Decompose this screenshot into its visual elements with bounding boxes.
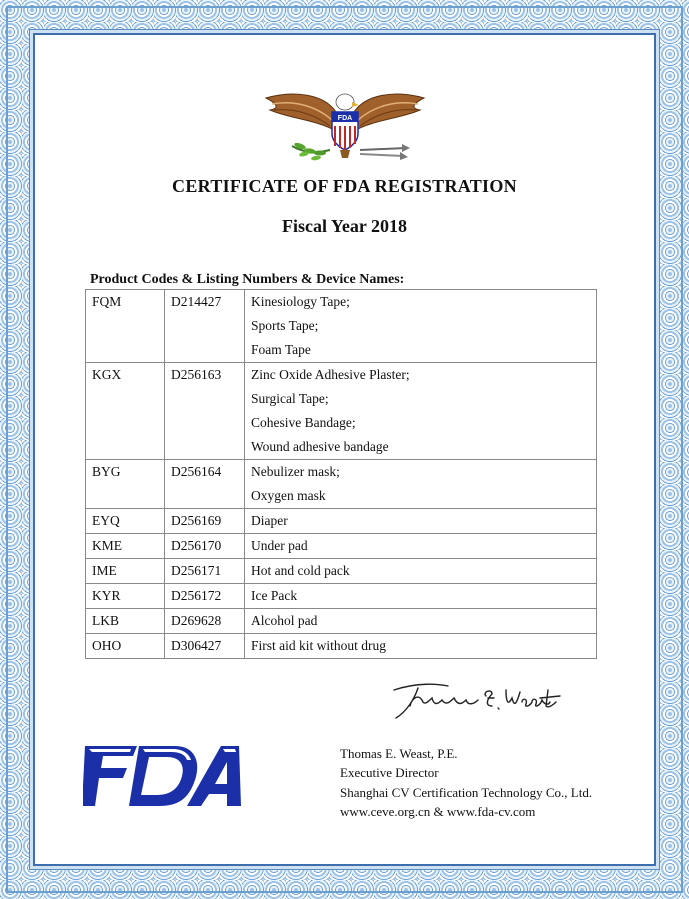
device-names-cell [245,363,597,460]
eagle-seal-icon [264,90,426,170]
table-row [86,534,597,559]
device-name: Sports Tape; [251,318,319,333]
listing-number: D269628 [171,613,222,628]
handwritten-signature [388,676,563,722]
product-code-cell [86,534,165,559]
product-code: BYG [92,464,121,479]
product-code-cell [86,584,165,609]
listing-number-cell [165,584,245,609]
signer-websites: www.ceve.org.cn & www.fda-cv.com [340,803,536,819]
table-row [86,584,597,609]
device-name: Ice Pack [251,588,298,603]
product-code-cell [86,559,165,584]
product-code: EYQ [92,513,120,528]
listing-number-cell [165,460,245,509]
device-names-cell [245,584,597,609]
product-code: KME [92,538,122,553]
product-code: OHO [92,638,122,653]
listing-number-cell [165,634,245,659]
listing-number-cell [165,509,245,534]
certificate-title: CERTIFICATE OF FDA REGISTRATION [172,176,517,196]
product-code: IME [92,563,117,578]
signer-position: Executive Director [340,765,439,781]
device-name: Alcohol pad [251,613,318,628]
table-row [86,609,597,634]
table-row [86,363,597,460]
signer-name: Thomas E. Weast, P.E. [340,746,458,761]
device-name: Hot and cold pack [251,563,350,578]
listing-number: D256172 [171,588,222,603]
product-code-cell [86,634,165,659]
device-names-cell [245,509,597,534]
product-code: KYR [92,588,121,603]
listing-number-cell [165,559,245,584]
listing-number-cell [165,290,245,363]
device-names-cell [245,559,597,584]
device-names-cell [245,634,597,659]
listing-number: D256164 [171,464,222,479]
table-heading: Product Codes & Listing Numbers & Device Names: [90,272,405,287]
device-names-cell [245,609,597,634]
device-name: Kinesiology Tape; [251,294,350,309]
product-code: LKB [92,613,119,628]
device-name: Cohesive Bandage; [251,415,356,430]
fiscal-year: Fiscal Year 2018 [282,216,407,236]
table-row [86,290,597,363]
product-code: KGX [92,367,122,382]
listing-number-cell [165,609,245,634]
signer-company: Shanghai CV Certification Technology Co., Ltd. [340,784,593,800]
product-code-cell [86,509,165,534]
table-row [86,559,597,584]
listing-number: D256169 [171,513,222,528]
product-code-cell [86,609,165,634]
signer-block [340,744,592,821]
listing-number: D256163 [171,367,222,382]
listing-number: D214427 [171,294,222,309]
table-row [86,460,597,509]
table-row [86,634,597,659]
device-name: Wound adhesive bandage [251,439,389,454]
listing-number: D256170 [171,538,222,553]
device-name: Oxygen mask [251,488,326,503]
device-names-cell [245,290,597,363]
device-names-cell [245,534,597,559]
product-code-cell [86,363,165,460]
table-row [86,509,597,534]
device-name: Under pad [251,538,308,553]
device-names-cell [245,460,597,509]
product-codes-table [85,289,597,659]
fda-logo [83,740,243,812]
listing-number-cell [165,363,245,460]
svg-text:FDA: FDA [337,115,353,122]
device-name: Nebulizer mask; [251,464,340,479]
listing-number: D306427 [171,638,222,653]
device-name: First aid kit without drug [251,638,386,653]
product-code: FQM [92,294,122,309]
listing-number-cell [165,534,245,559]
product-code-cell [86,290,165,363]
device-name: Zinc Oxide Adhesive Plaster; [251,367,410,382]
device-name: Surgical Tape; [251,391,329,406]
device-name: Diaper [251,513,288,528]
device-name: Foam Tape [251,342,311,357]
product-code-cell [86,460,165,509]
listing-number: D256171 [171,563,222,578]
